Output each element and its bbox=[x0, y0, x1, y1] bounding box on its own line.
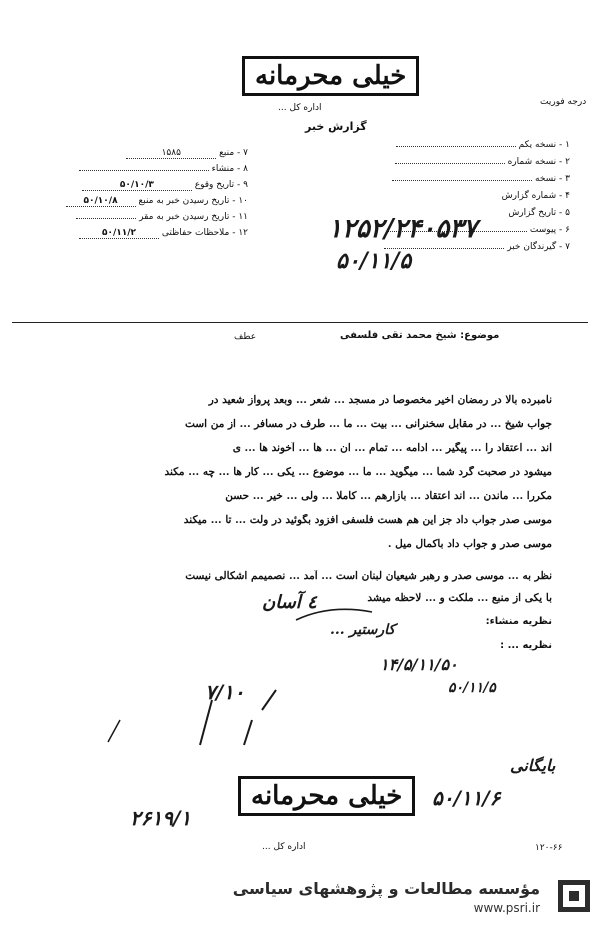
handwritten-note: ... کارستیر bbox=[330, 622, 396, 638]
top-classification-stamp: خیلی محرمانه bbox=[242, 56, 419, 96]
handwritten-note: ۲۶۱۹/۱ bbox=[130, 806, 192, 830]
footer bbox=[0, 877, 600, 926]
left-field-row: ۹ - تاریخ وقوع ۵۰/۱۰/۳ bbox=[28, 180, 248, 196]
org-label: اداره کل ... bbox=[278, 103, 322, 113]
handwritten-note: بایگانی bbox=[510, 756, 556, 775]
left-field-row: ۱۰ - تاریخ رسیدن خبر به منبع ۵۰/۱۰/۸ bbox=[28, 196, 248, 212]
right-field-row: ۲ - نسخه شماره bbox=[340, 157, 570, 174]
left-field-row: ۱۲ - ملاحظات حفاظتی ۵۰/۱۱/۲ bbox=[28, 228, 248, 244]
opinion-line: با یکی از منبع ... ملکت و ... لاحظه میشد bbox=[367, 592, 552, 604]
handwritten-note: ۱۴/۵/۱۱/۵۰ bbox=[380, 655, 458, 674]
body-line: میشود در صحبت گرد شما ... میگوید ... ما ... موضوع ... یکی ... کار ها ... چه ... مکند bbox=[164, 466, 552, 478]
handwritten-note: ۵۰/۱۱/۶ bbox=[432, 786, 501, 810]
handwritten-note: ۷/۱۰ bbox=[205, 680, 245, 704]
right-field-row: ۶ - پیوست bbox=[340, 225, 570, 242]
body-line: مکررا ... ماندن ... اند اعتقاد ... بازارهم ... کاملا ... ولی ... خیر ... حسن bbox=[225, 490, 552, 502]
body-line: جواب شیخ ... در مقابل سخنرانی ... بیت ... ما ... طرف در مسافر ... از من است bbox=[185, 418, 552, 430]
institute-name: مؤسسه مطالعات و پژوهشهای سیاسی bbox=[232, 879, 540, 898]
right-field-row: ۳ - نسخه bbox=[340, 174, 570, 191]
report-title: گزارش خبر bbox=[305, 120, 367, 133]
right-field-row: ۱ - نسخه یکم bbox=[340, 140, 570, 157]
body-line: موسی صدر جواب داد جز این هم هست فلسفی افزود بگوئید در ولت ... تا ... میکند bbox=[183, 514, 552, 526]
opinion-line: نظر به ... موسی صدر و رهبر شیعیان لبنان است ... آمد ... نصمیمم اشکالی نیست bbox=[185, 570, 552, 582]
left-field-row: ۱۱ - تاریخ رسیدن خبر به مقر bbox=[28, 212, 248, 228]
bottom-classification-stamp: خیلی محرمانه bbox=[238, 776, 415, 816]
body-line: نامبرده بالا در رمضان اخیر مخصوصا در مسجد ... شعر ... وبعد پرواز شعید در bbox=[208, 394, 552, 406]
left-field-row: ۸ - منشاء bbox=[28, 164, 248, 180]
urgency-label: درجه فوریت bbox=[540, 97, 587, 107]
right-field-row: ۵ - تاریخ گزارش bbox=[508, 208, 570, 218]
right-field-row: ۴ - شماره گزارش bbox=[501, 191, 570, 201]
handwritten-note: ٤ آسان bbox=[262, 592, 317, 613]
opinion-source-label: نظریه منشاء: bbox=[485, 616, 552, 627]
body-line: موسی صدر و جواب داد باکمال میل . bbox=[387, 538, 552, 550]
institute-logo-icon bbox=[557, 879, 591, 913]
right-field-row: ۷ - گیرندگان خبر bbox=[340, 242, 570, 259]
reference-label: عطف bbox=[234, 332, 257, 342]
opinion-second-label: نظریه ... : bbox=[500, 640, 552, 651]
left-field-row: ۷ - منبع ۱۵۸۵ bbox=[28, 148, 248, 164]
form-code: ۱۲۰-۶۶ bbox=[535, 843, 563, 853]
institute-url[interactable]: www.psri.ir bbox=[473, 901, 540, 915]
subject-line: موضوع: شیخ محمد تقی فلسفی bbox=[340, 330, 500, 341]
bottom-org-label: اداره کل ... bbox=[262, 842, 306, 852]
body-line: اند ... اعتقاد را ... پیگیر ... ادامه ... تمام ... ان ... ها ... آخوند ها ... ی bbox=[232, 442, 552, 454]
report-date-handwritten: ۵۰/۱۱/۵ bbox=[336, 248, 412, 274]
handwritten-note: ۵۰/۱۱/۵ bbox=[448, 680, 496, 696]
report-number-handwritten: ۱۲۵۲/۲۴۰۵۳۷ bbox=[328, 214, 478, 244]
